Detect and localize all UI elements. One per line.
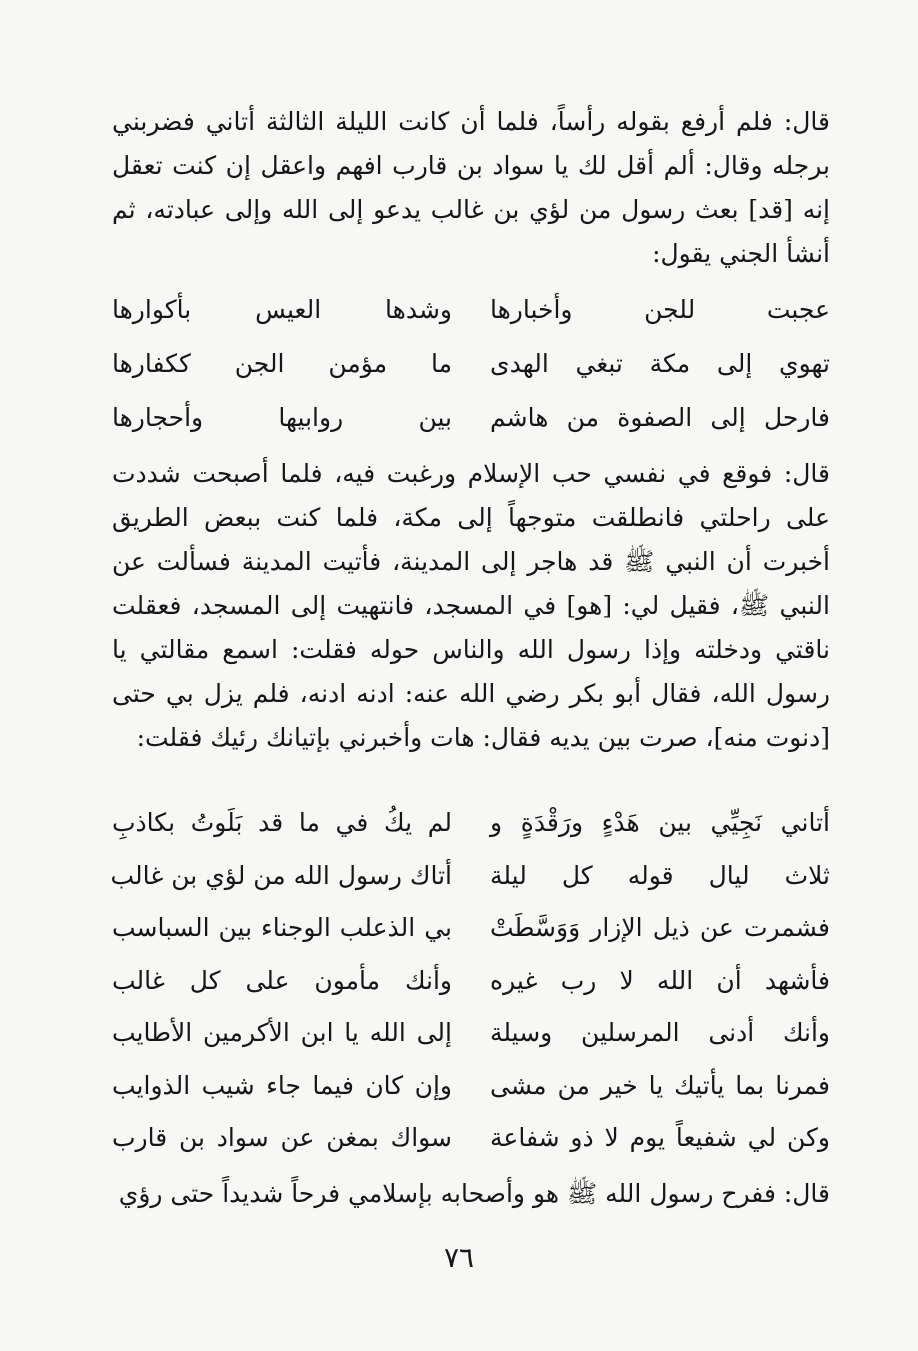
verse-first-hemistich: وكن لي شفيعاً يوم لا ذو شفاعة bbox=[490, 1123, 830, 1153]
verse-first-hemistich: فأشهد أن الله لا رب غيره bbox=[490, 965, 830, 995]
verse-line bbox=[112, 797, 830, 850]
verse-line bbox=[112, 902, 830, 955]
verse-line bbox=[112, 337, 830, 391]
verse-first-hemistich: وأنك أدنى المرسلين وسيلة bbox=[490, 1018, 830, 1048]
page-number: ٧٦ bbox=[443, 1241, 475, 1274]
verse-line bbox=[112, 850, 830, 903]
verse-second-hemistich: بين روابيها وأحجارها bbox=[112, 403, 452, 432]
verse-line bbox=[112, 1007, 830, 1060]
verse-second-hemistich: أتاك رسول الله من لؤي بن غالب bbox=[110, 860, 452, 890]
verse-second-hemistich: إلى الله يا ابن الأكرمين الأطايب bbox=[112, 1018, 452, 1048]
paragraph-3: قال: ففرح رسول الله ﷺ هو وأصحابه بإسلامي فرحاً شديداً حتى رؤي bbox=[118, 1179, 830, 1208]
verse-line bbox=[112, 1060, 830, 1113]
verse-first-hemistich: تهوي إلى مكة تبغي الهدى bbox=[490, 349, 830, 378]
verse-second-hemistich: سواك بمغن عن سواد بن قارب bbox=[112, 1123, 452, 1153]
verse-line bbox=[112, 955, 830, 1008]
verse-first-hemistich: فارحل إلى الصفوة من هاشم bbox=[490, 403, 830, 432]
verse-second-hemistich: لم يكُ في ما قد بَلَوتُ بكاذبِ bbox=[112, 808, 452, 838]
verse-line bbox=[112, 391, 830, 445]
verse-first-hemistich: أتاني نَجِيِّي بين هَدْءٍ ورَقْدَةٍ و bbox=[490, 808, 830, 838]
verse-first-hemistich: ثلاث ليال قوله كل ليلة bbox=[490, 860, 830, 890]
paragraph-1: قال: فلم أرفع بقوله رأساً، فلما أن كانت الليلة الثالثة أتاني فضربني برجله وقال: ألم أقل لك يا سواد بن قارب افهم واعقل إن كنت تعقل إنه [قد] بعث رسول من لؤي بن غالب يدعو إلى الله وإلى عبادته، ثم أنشأ الجني يقول: bbox=[112, 107, 830, 268]
verse-second-hemistich: ما مؤمن الجن ككفارها bbox=[112, 349, 452, 378]
verse-line bbox=[112, 1112, 830, 1165]
verse-second-hemistich: وشدها العيس بأكوارها bbox=[112, 295, 452, 324]
verse-second-hemistich: وأنك مأمون على كل غالب bbox=[112, 965, 452, 995]
paragraph-2: قال: فوقع في نفسي حب الإسلام ورغبت فيه، فلما أصبحت شددت على راحلتي فانطلقت متوجهاً إلى مكة، فلما كنت ببعض الطريق أخبرت أن النبي ﷺ قد هاجر إلى المدينة، فأتيت المدينة فسألت عن النبي ﷺ، فقيل لي: [هو] في المسجد، فانتهيت إلى المسجد، فعقلت ناقتي ودخلته وإذا رسول الله والناس حوله فقلت: اسمع مقالتي يا رسول الله، فقال أبو بكر رضي الله عنه: ادنه ادنه، فلم يزل بي حتى [دنوت منه]، صرت بين يديه فقال: هات وأخبرني بإتيانك رئيك فقلت: bbox=[112, 459, 830, 752]
verse-first-hemistich: فمرنا بما يأتيك يا خير من مشى bbox=[490, 1070, 830, 1100]
poem-2 bbox=[112, 797, 830, 1165]
verse-first-hemistich: فشمرت عن ذيل الإزار وَوَسَّطَتْ bbox=[490, 913, 830, 943]
verse-second-hemistich: وإن كان فيما جاء شيب الذوايب bbox=[112, 1070, 452, 1100]
poem-1 bbox=[112, 283, 830, 445]
verse-second-hemistich: بي الذعلب الوجناء بين السباسب bbox=[112, 913, 452, 943]
verse-line bbox=[112, 283, 830, 337]
verse-first-hemistich: عجبت للجن وأخبارها bbox=[490, 295, 830, 324]
